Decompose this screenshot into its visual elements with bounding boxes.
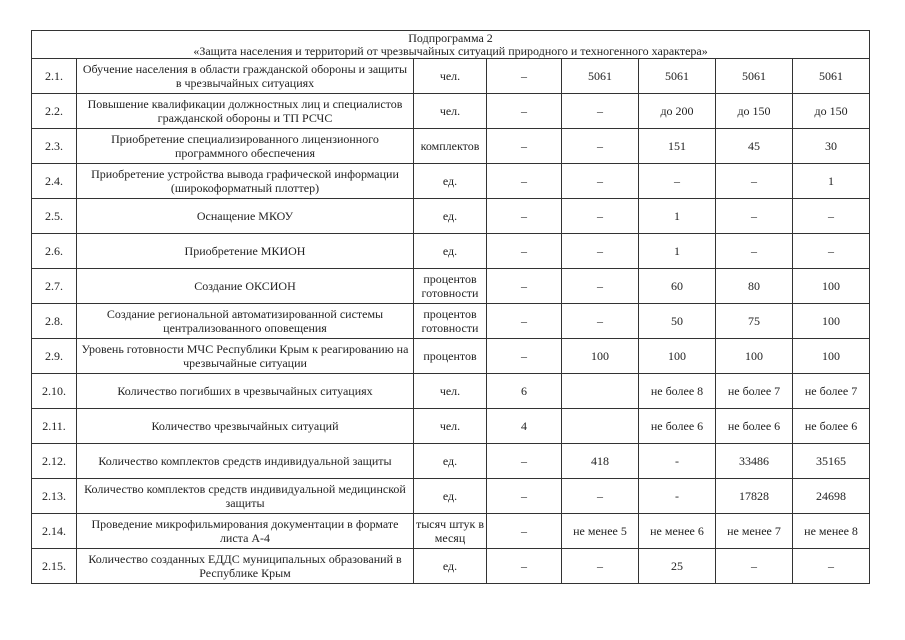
table-row (32, 164, 870, 199)
table-row (32, 129, 870, 164)
value-col-6: не более 6 (793, 409, 870, 444)
value-col-6: – (793, 199, 870, 234)
table-row (32, 269, 870, 304)
value-col-6: 100 (793, 304, 870, 339)
value-col-2: – (487, 59, 562, 94)
value-col-4: – (639, 164, 716, 199)
value-col-5: 75 (716, 304, 793, 339)
value-col-5: 45 (716, 129, 793, 164)
row-number: 2.6. (32, 234, 77, 269)
unit-of-measure: тысяч штук в месяц (414, 514, 487, 549)
value-col-2: 6 (487, 374, 562, 409)
indicator-name: Создание региональной автоматизированной системы централизованного оповещения (77, 304, 414, 339)
value-col-6: 100 (793, 339, 870, 374)
value-col-6: 100 (793, 269, 870, 304)
unit-of-measure: ед. (414, 234, 487, 269)
unit-of-measure: процентов (414, 339, 487, 374)
row-number: 2.10. (32, 374, 77, 409)
row-number: 2.4. (32, 164, 77, 199)
indicator-name: Приобретение МКИОН (77, 234, 414, 269)
subprogram-subtitle: «Защита населения и территорий от чрезвычайных ситуаций природного и техногенного характера» (193, 43, 708, 58)
unit-of-measure: ед. (414, 444, 487, 479)
value-col-3: – (562, 479, 639, 514)
subprogram-title: Подпрограмма 2 (408, 30, 493, 45)
row-number: 2.11. (32, 409, 77, 444)
row-number: 2.5. (32, 199, 77, 234)
value-col-2: – (487, 129, 562, 164)
value-col-5: 5061 (716, 59, 793, 94)
value-col-4: 5061 (639, 59, 716, 94)
value-col-3: – (562, 269, 639, 304)
value-col-4: не менее 6 (639, 514, 716, 549)
unit-of-measure: чел. (414, 374, 487, 409)
value-col-5: не более 6 (716, 409, 793, 444)
table-row (32, 444, 870, 479)
row-number: 2.13. (32, 479, 77, 514)
indicator-name: Повышение квалификации должностных лиц и специалистов гражданской обороны и ТП РСЧС (77, 94, 414, 129)
unit-of-measure: процентов готовности (414, 269, 487, 304)
value-col-4: 25 (639, 549, 716, 584)
value-col-5: – (716, 199, 793, 234)
row-number: 2.15. (32, 549, 77, 584)
value-col-6: 35165 (793, 444, 870, 479)
value-col-4: 60 (639, 269, 716, 304)
value-col-5: до 150 (716, 94, 793, 129)
indicators-table (31, 30, 870, 584)
value-col-2: – (487, 269, 562, 304)
table-row (32, 514, 870, 549)
unit-of-measure: чел. (414, 59, 487, 94)
value-col-6: 30 (793, 129, 870, 164)
indicator-name: Количество чрезвычайных ситуаций (77, 409, 414, 444)
unit-of-measure: чел. (414, 409, 487, 444)
value-col-3: не менее 5 (562, 514, 639, 549)
indicator-name: Количество созданных ЕДДС муниципальных образований в Республике Крым (77, 549, 414, 584)
value-col-3: 100 (562, 339, 639, 374)
value-col-5: 80 (716, 269, 793, 304)
table-row (32, 304, 870, 339)
table-row (32, 59, 870, 94)
unit-of-measure: комплектов (414, 129, 487, 164)
value-col-5: – (716, 234, 793, 269)
value-col-5: – (716, 549, 793, 584)
value-col-5: 17828 (716, 479, 793, 514)
table-row (32, 409, 870, 444)
value-col-5: 100 (716, 339, 793, 374)
unit-of-measure: чел. (414, 94, 487, 129)
value-col-6: до 150 (793, 94, 870, 129)
value-col-4: 100 (639, 339, 716, 374)
row-number: 2.2. (32, 94, 77, 129)
value-col-3: – (562, 549, 639, 584)
unit-of-measure: ед. (414, 164, 487, 199)
value-col-3: – (562, 304, 639, 339)
value-col-4: до 200 (639, 94, 716, 129)
indicator-name: Создание ОКСИОН (77, 269, 414, 304)
indicator-name: Уровень готовности МЧС Республики Крым к реагированию на чрезвычайные ситуации (77, 339, 414, 374)
value-col-6: 5061 (793, 59, 870, 94)
value-col-3: – (562, 94, 639, 129)
value-col-2: – (487, 199, 562, 234)
value-col-4: 1 (639, 199, 716, 234)
indicator-name: Количество погибших в чрезвычайных ситуациях (77, 374, 414, 409)
row-number: 2.1. (32, 59, 77, 94)
value-col-2: 4 (487, 409, 562, 444)
value-col-2: – (487, 339, 562, 374)
value-col-6: не более 7 (793, 374, 870, 409)
row-number: 2.3. (32, 129, 77, 164)
row-number: 2.8. (32, 304, 77, 339)
row-number: 2.7. (32, 269, 77, 304)
value-col-4: не более 8 (639, 374, 716, 409)
value-col-6: 1 (793, 164, 870, 199)
row-number: 2.14. (32, 514, 77, 549)
value-col-6: – (793, 549, 870, 584)
row-number: 2.9. (32, 339, 77, 374)
value-col-4: - (639, 444, 716, 479)
indicator-name: Количество комплектов средств индивидуальной защиты (77, 444, 414, 479)
unit-of-measure: ед. (414, 479, 487, 514)
value-col-2: – (487, 479, 562, 514)
value-col-4: 50 (639, 304, 716, 339)
value-col-2: – (487, 444, 562, 479)
subprogram-header (32, 31, 870, 59)
value-col-6: 24698 (793, 479, 870, 514)
value-col-4: не более 6 (639, 409, 716, 444)
value-col-2: – (487, 549, 562, 584)
value-col-5: 33486 (716, 444, 793, 479)
value-col-5: – (716, 164, 793, 199)
value-col-3 (562, 409, 639, 444)
indicator-name: Приобретение устройства вывода графической информации (широкоформатный плоттер) (77, 164, 414, 199)
unit-of-measure: ед. (414, 549, 487, 584)
value-col-6: не менее 8 (793, 514, 870, 549)
value-col-2: – (487, 94, 562, 129)
value-col-3: – (562, 199, 639, 234)
indicator-name: Обучение населения в области гражданской обороны и защиты в чрезвычайных ситуациях (77, 59, 414, 94)
table-row (32, 549, 870, 584)
value-col-2: – (487, 304, 562, 339)
table-row (32, 199, 870, 234)
value-col-2: – (487, 514, 562, 549)
value-col-4: 151 (639, 129, 716, 164)
indicator-name: Количество комплектов средств индивидуальной медицинской защиты (77, 479, 414, 514)
value-col-5: не менее 7 (716, 514, 793, 549)
value-col-5: не более 7 (716, 374, 793, 409)
table-row (32, 94, 870, 129)
indicator-name: Приобретение специализированного лицензионного программного обеспечения (77, 129, 414, 164)
table-row (32, 374, 870, 409)
value-col-2: – (487, 164, 562, 199)
value-col-3: 5061 (562, 59, 639, 94)
table-row (32, 234, 870, 269)
table-row (32, 479, 870, 514)
indicator-name: Проведение микрофильмирования документации в формате листа А-4 (77, 514, 414, 549)
value-col-4: 1 (639, 234, 716, 269)
table-row (32, 339, 870, 374)
row-number: 2.12. (32, 444, 77, 479)
value-col-3: – (562, 164, 639, 199)
value-col-3: – (562, 234, 639, 269)
indicator-name: Оснащение МКОУ (77, 199, 414, 234)
value-col-6: – (793, 234, 870, 269)
subprogram-header-row (32, 31, 870, 59)
value-col-2: – (487, 234, 562, 269)
value-col-3 (562, 374, 639, 409)
value-col-3: 418 (562, 444, 639, 479)
unit-of-measure: процентов готовности (414, 304, 487, 339)
value-col-4: - (639, 479, 716, 514)
unit-of-measure: ед. (414, 199, 487, 234)
value-col-3: – (562, 129, 639, 164)
